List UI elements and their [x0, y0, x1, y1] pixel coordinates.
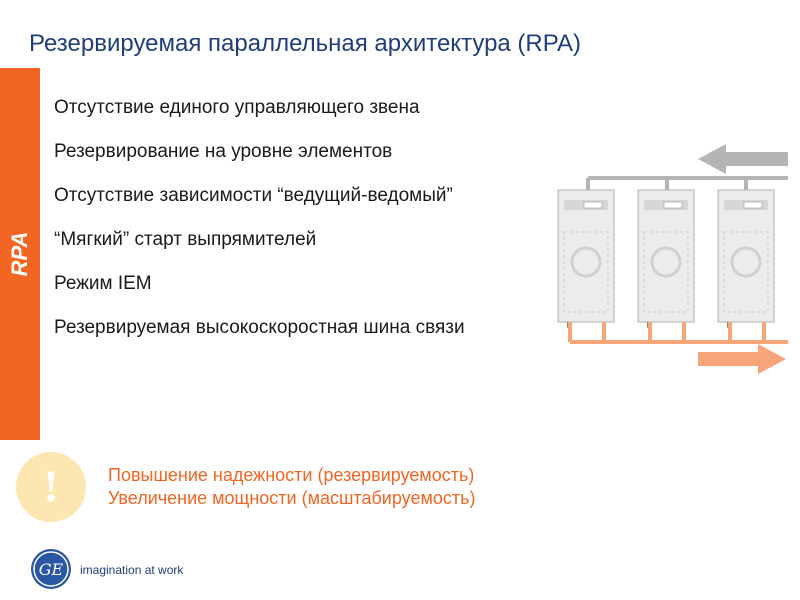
note-line: Увеличение мощности (масштабируемость)	[108, 488, 476, 508]
feature-item: Режим IEM	[54, 273, 152, 294]
rectifier-bus-diagram	[548, 138, 788, 378]
rectifier-cabinet	[718, 190, 774, 328]
note-line: Повышение надежности (резервируемость)	[108, 465, 475, 485]
feature-item: Отсутствие зависимости “ведущий-ведомый”	[54, 185, 453, 206]
feature-item: Резервирование на уровне элементов	[54, 141, 393, 162]
feature-list	[47, 94, 532, 358]
rpa-sidebar-label: RPA	[7, 231, 32, 277]
ge-logo	[30, 548, 72, 590]
rectifier-cabinet	[558, 190, 614, 328]
left-arrow-icon	[698, 144, 788, 174]
rectifier-cabinet	[638, 190, 694, 328]
feature-item: Резервируемая высокоскоростная шина связи	[54, 317, 465, 338]
feature-item: “Мягкий” старт выпрямителей	[54, 229, 317, 250]
footer-tagline: imagination at work	[80, 563, 184, 577]
orange-bus	[570, 322, 788, 342]
note-text	[108, 464, 475, 510]
slide-title: Резервируемая параллельная архитектура (RPA)	[29, 30, 581, 57]
feature-item: Отсутствие единого управляющего звена	[54, 97, 420, 118]
right-arrow-icon	[698, 344, 786, 374]
ge-logo-text: GE	[38, 560, 64, 579]
exclamation-icon: !	[16, 452, 86, 522]
